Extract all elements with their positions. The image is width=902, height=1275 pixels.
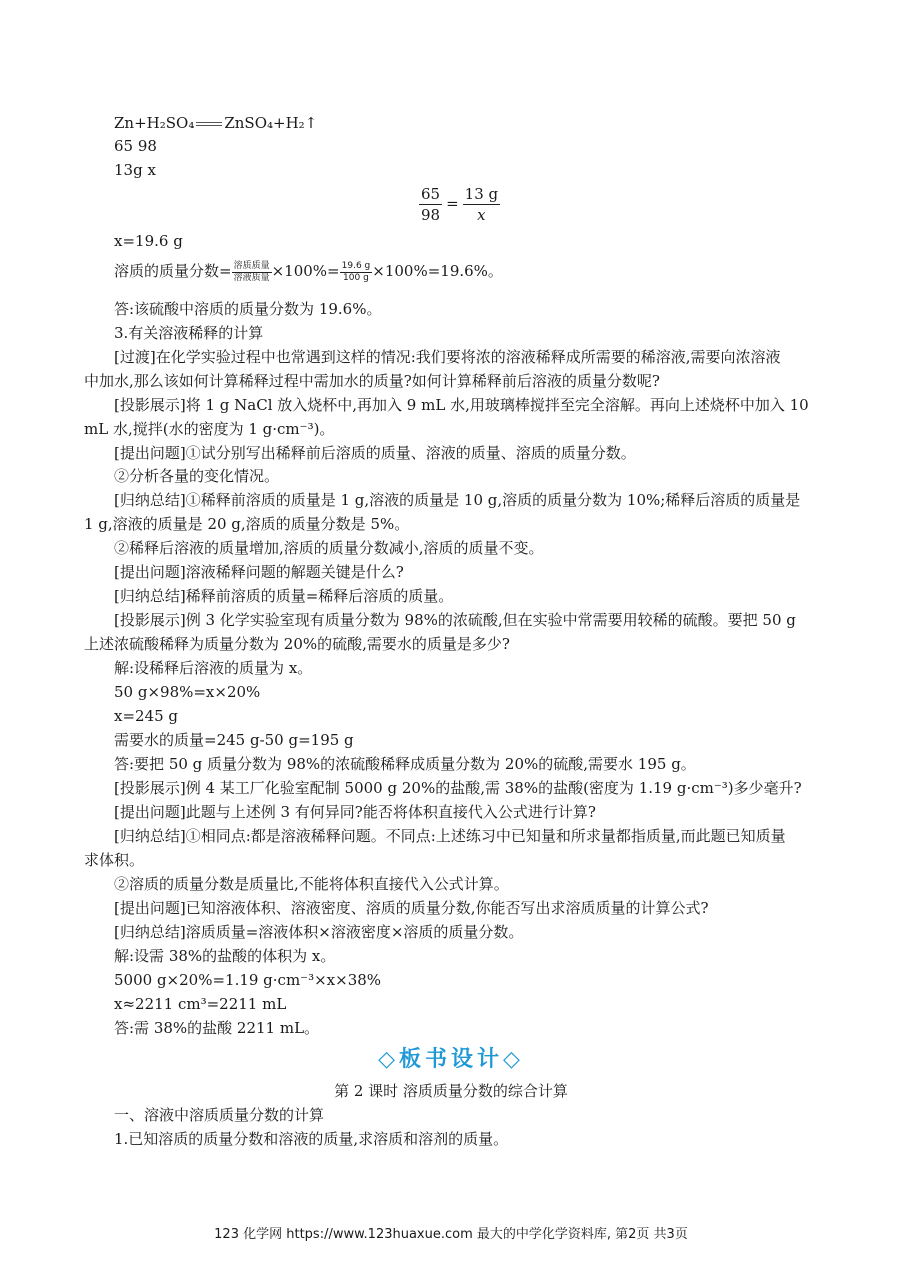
question-1b: ②分析各量的变化情况。 (114, 467, 280, 485)
answer-1: 答:该硫酸中溶质的质量分数为 19.6%。 (114, 300, 382, 318)
example-3-a: [投影展示]例 3 化学实验室现有质量分数为 98%的浓硫酸,但在实验中常需要用较稀的硫酸。要把 50 g (114, 611, 796, 629)
example-3-b: 上述浓硫酸稀释为质量分数为 20%的硫酸,需要水的质量是多少? (84, 635, 510, 653)
solution-3-line-3: x=245 g (114, 707, 179, 725)
page-footer: 123 化学网 https://www.123huaxue.com 最大的中学化学资料库, 第2页 共3页 (214, 1227, 688, 1242)
summary-3-a: [归纳总结]①相同点:都是溶液稀释问题。不同点:上述练习中已知量和所求量都指质量,而此题已知质量 (114, 827, 786, 845)
question-1: [提出问题]①试分别写出稀释前后溶质的质量、溶液的质量、溶质的质量分数。 (114, 444, 636, 462)
summary-3-c: ②溶质的质量分数是质量比,不能将体积直接代入公式计算。 (114, 875, 509, 893)
solution-4-line-2: 5000 g×20%=1.19 g·cm⁻³×x×38% (114, 971, 382, 989)
solution-4-answer: 答:需 38%的盐酸 2211 mL。 (114, 1019, 320, 1037)
transition-line-a: [过渡]在化学实验过程中也常遇到这样的情况:我们要将浓的溶液稀释成所需要的稀溶液,需要向浓溶液 (114, 348, 781, 366)
summary-2: [归纳总结]稀释前溶质的质量=稀释后溶质的质量。 (114, 587, 454, 605)
outline-item-1: 一、溶液中溶质质量分数的计算 (114, 1106, 325, 1124)
reaction-equation (114, 114, 317, 134)
lesson-title: 第 2 课时 溶质质量分数的综合计算 (334, 1082, 568, 1100)
outline-item-2: 1.已知溶质的质量分数和溶液的质量,求溶质和溶剂的质量。 (114, 1130, 509, 1148)
solution-3-line-1: 解:设稀释后溶液的质量为 x。 (114, 659, 313, 677)
molar-mass-row: 65 98 (114, 137, 157, 155)
equals-sign (196, 122, 222, 126)
solution-3-line-2: 50 g×98%=x×20% (114, 683, 261, 701)
section-3-title: 3.有关溶液稀释的计算 (114, 324, 264, 342)
summary-4: [归纳总结]溶质质量=溶液体积×溶液密度×溶质的质量分数。 (114, 923, 524, 941)
solution-3-line-4: 需要水的质量=245 g-50 g=195 g (114, 731, 354, 749)
question-3: [提出问题]此题与上述例 3 有何异同?能否将体积直接代入公式进行计算? (114, 803, 596, 821)
question-2: [提出问题]溶液稀释问题的解题关键是什么? (114, 563, 404, 581)
summary-1-b: 1 g,溶液的质量是 20 g,溶质的质量分数是 5%。 (84, 515, 410, 533)
solution-3-answer: 答:要把 50 g 质量分数为 98%的浓硫酸稀释成质量分数为 20%的硫酸,需要水 195 g。 (114, 755, 696, 773)
value-fraction: $\frac{19.6 g}{100 g}$ (341, 260, 371, 283)
equation-reactants: Zn+H₂SO₄ (114, 114, 195, 132)
x-result: x=19.6 g (114, 232, 183, 250)
question-4: [提出问题]已知溶液体积、溶液密度、溶质的质量分数,你能否写出求溶质质量的计算公式? (114, 899, 709, 917)
board-design-heading: ◇板书设计◇ (378, 1047, 524, 1072)
transition-line-b: 中加水,那么该如何计算稀释过程中需加水的质量?如何计算稀释前后溶液的质量分数呢? (84, 372, 660, 390)
summary-1-a: [归纳总结]①稀释前溶质的质量是 1 g,溶液的质量是 10 g,溶质的质量分数为 10%;稀释后溶质的质量是 (114, 491, 801, 509)
example-4: [投影展示]例 4 某工厂化验室配制 5000 g 20%的盐酸,需 38%的盐酸(密度为 1.19 g·cm⁻³)多少毫升? (114, 779, 802, 797)
ratio-left: $\frac{65}{98}$ (421, 185, 441, 224)
formula-fraction: $\frac{\text{溶质质量}}{\text{溶液质量}}$ (233, 260, 270, 283)
projection-1-a: [投影展示]将 1 g NaCl 放入烧杯中,再加入 9 mL 水,用玻璃棒搅拌至完全溶解。再向上述烧杯中加入 10 (114, 396, 809, 414)
solution-4-line-1: 解:设需 38%的盐酸的体积为 x。 (114, 947, 336, 965)
ratio-equation: $\frac{65}{98}$ = $\frac{13 g}{x}$ (421, 185, 499, 224)
mass-fraction-formula: 溶质的质量分数= $\frac{\text{溶质质量}}{\text{溶液质量}}$ ×100%= $\frac{19.6 g}{100 g}$ ×100%=19.6%。 (114, 260, 503, 283)
projection-1-b: mL 水,搅拌(水的密度为 1 g·cm⁻³)。 (84, 420, 335, 438)
given-mass-row: 13g x (114, 161, 156, 179)
equation-products: ZnSO₄+H₂↑ (224, 114, 318, 132)
solution-4-line-3: x≈2211 cm³=2211 mL (114, 995, 287, 1013)
ratio-right: $\frac{13 g}{x}$ (464, 185, 499, 224)
summary-1-c: ②稀释后溶液的质量增加,溶质的质量分数减小,溶质的质量不变。 (114, 539, 544, 557)
summary-3-b: 求体积。 (84, 851, 145, 869)
